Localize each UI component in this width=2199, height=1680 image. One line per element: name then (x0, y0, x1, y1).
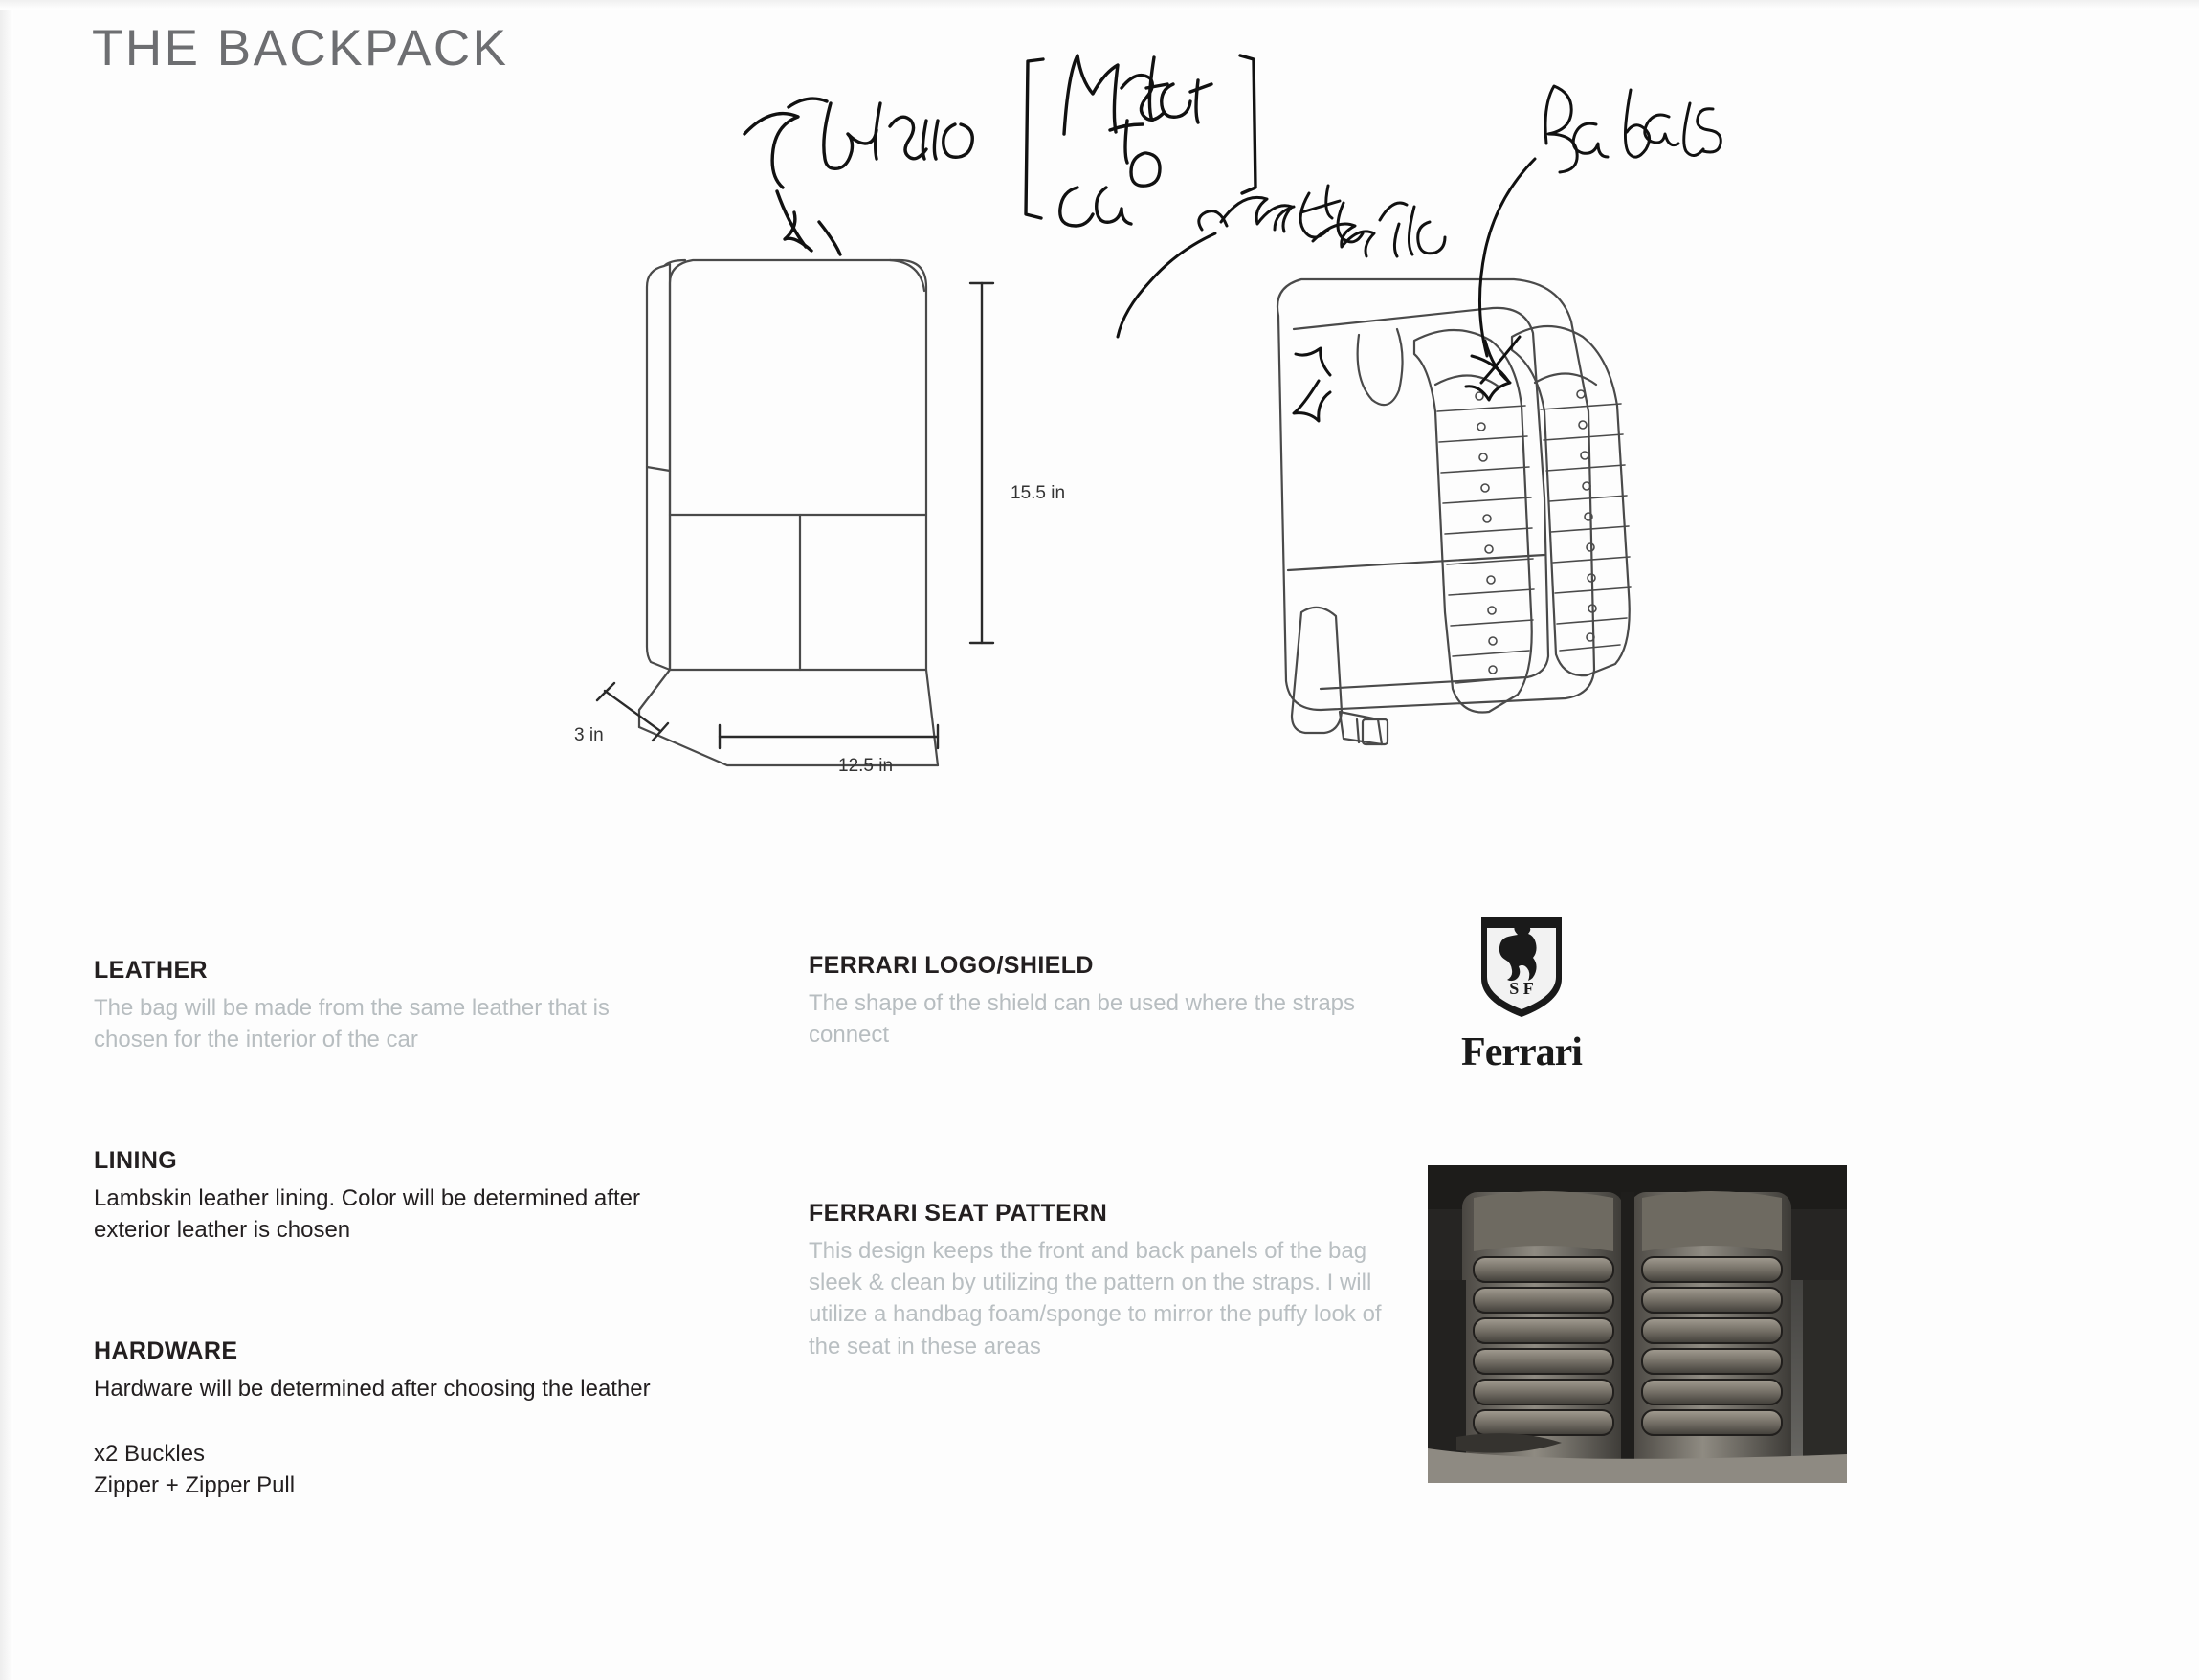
spec-seat-pattern-body: This design keeps the front and back panels of the bag sleek & clean by utilizing the pattern on the straps. I will utilize a handbag foam/sponge to mirror the puffy look of the seat in these areas (809, 1238, 1382, 1359)
spacer (809, 1050, 1383, 1142)
spacer (809, 1142, 1383, 1200)
ferrari-seat-photo (1428, 1165, 1847, 1483)
spec-lining-body: Lambskin leather lining. Color will be determined after exterior leather is chosen (94, 1185, 640, 1244)
spec-leather-heading: LEATHER (94, 957, 208, 984)
spec-leather-body: The bag will be made from the same leather that is chosen for the interior of the car (94, 995, 610, 1053)
dimension-width: 12.5 in (838, 756, 894, 776)
spec-hardware-heading: HARDWARE (94, 1337, 238, 1365)
page-title: THE BACKPACK (92, 20, 509, 77)
spec-ferrari-logo-shield (809, 952, 1383, 1050)
ferrari-logo (1435, 914, 1608, 1075)
spec-ferrari-logo-heading: FERRARI LOGO/SHIELD (809, 952, 1094, 979)
specs-left-column (94, 957, 668, 1501)
shield-initials: S F (1509, 979, 1534, 998)
spacer (94, 1055, 668, 1147)
hardware-item-zipper: Zipper + Zipper Pull (94, 1471, 296, 1498)
spec-lining (94, 1147, 668, 1246)
dimension-height: 15.5 in (1011, 483, 1066, 503)
spacer (94, 1246, 668, 1337)
spec-lining-heading: LINING (94, 1147, 178, 1175)
ferrari-shield-icon (1476, 914, 1567, 1026)
hardware-item-buckles: x2 Buckles (94, 1440, 206, 1467)
spec-ferrari-logo-body: The shape of the shield can be used where the straps connect (809, 990, 1356, 1049)
spec-ferrari-seat-pattern (809, 1200, 1383, 1361)
ferrari-wordmark: Ferrari (1461, 1030, 1582, 1074)
specs-middle-column (809, 952, 1383, 1362)
spec-hardware (94, 1337, 668, 1500)
dimension-depth: 3 in (574, 725, 604, 745)
spec-leather (94, 957, 668, 1055)
spec-hardware-body: Hardware will be determined after choosing the leather (94, 1376, 651, 1403)
spacer (94, 1405, 668, 1438)
spec-seat-pattern-heading: FERRARI SEAT PATTERN (809, 1200, 1108, 1227)
